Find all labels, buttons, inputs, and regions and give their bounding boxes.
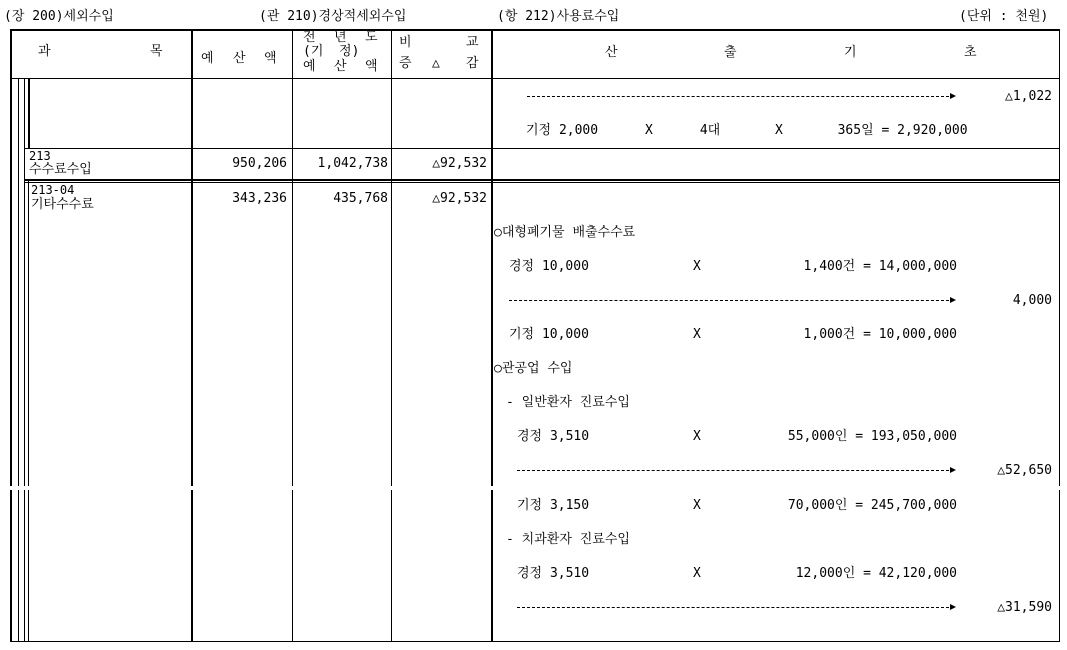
calc-sub2-a-x: X [693,566,701,581]
col-prev-r3b: 산 [334,59,347,74]
col-subject-a: 과 [38,44,51,59]
header-unit: (단위 : 천원) [959,9,1049,24]
calc-item1-a-x: X [693,259,701,274]
col-calc-d: 초 [964,45,977,60]
calc-top-amount: △1,022 [1005,89,1052,104]
calc-sub2-a-right: 12,000인 = 42,120,000 [795,566,957,581]
row-21304-diff: △92,532 [432,191,487,206]
col-compare-r1b: 교 [466,35,479,50]
col-prev-r2: (기 정) [303,44,360,59]
calc-item1-a-right: 1,400건 = 14,000,000 [803,259,957,274]
calc-sub1-a-right: 55,000인 = 193,050,000 [787,429,957,444]
calc-item1-a-left: 경정 10,000 [509,259,589,274]
col-subject-b: 목 [150,44,163,59]
row-213-prev: 1,042,738 [317,156,388,171]
calc-sub1-a-x: X [693,429,701,444]
row-21304-code: 213-04 [31,183,75,197]
col-compare-r2a: 증 [399,56,412,71]
col-compare-r1a: 비 [399,35,412,50]
row-213-diff: △92,532 [432,156,487,171]
calc-item2: ○관공업 수입 [494,361,573,376]
row-213-code: 213 [29,149,51,163]
calc-line1: 기정 2,000 X 4대 X 365일 = 2,920,000 [526,123,968,138]
col-compare-r2c: 감 [466,56,479,71]
calc-sub1-b-x: X [693,498,701,513]
row-213-budget: 950,206 [232,156,287,171]
calc-item1-b-x: X [693,327,701,342]
calc-sub2: - 치과환자 진료수입 [506,532,630,547]
row-213-name: 수수료수입 [29,162,92,177]
header-jang: (장 200)세외수입 [4,9,114,24]
col-budget-b: 산 [233,51,246,66]
calc-item1: ○대형폐기물 배출수수료 [494,225,636,240]
calc-sub1-a-left: 경정 3,510 [517,429,590,444]
col-prev-r3a: 예 [303,59,316,74]
calc-sub2-amount: △31,590 [997,600,1052,615]
col-calc-c: 기 [844,45,857,60]
calc-item1-amount: 4,000 [1012,293,1052,308]
calc-sub1: - 일반환자 진료수입 [506,395,630,410]
calc-sub2-a-left: 경정 3,510 [517,566,590,581]
col-budget-a: 예 [201,51,214,66]
calc-item1-b-right: 1,000건 = 10,000,000 [803,327,957,342]
calc-sub1-b-left: 기정 3,150 [517,498,590,513]
calc-sub1-b-right: 70,000인 = 245,700,000 [787,498,957,513]
col-prev-r1c: 도 [365,30,378,45]
col-calc-a: 산 [605,45,618,60]
header-hang: (항 212)사용료수입 [497,9,620,24]
col-compare-r2b: △ [432,56,440,71]
row-21304-budget: 343,236 [232,191,287,206]
col-prev-r3c: 액 [365,59,378,74]
col-budget-c: 액 [264,51,277,66]
row-21304-name: 기타수수료 [31,197,94,212]
row-21304-prev: 435,768 [333,191,388,206]
header-gwan: (관 210)경상적세외수입 [259,9,407,24]
calc-item1-b-left: 기정 10,000 [509,327,589,342]
col-calc-b: 출 [724,45,737,60]
col-prev-r1b: 년 [334,30,347,45]
col-prev-r1a: 전 [303,30,316,45]
calc-sub1-amount: △52,650 [997,463,1052,478]
